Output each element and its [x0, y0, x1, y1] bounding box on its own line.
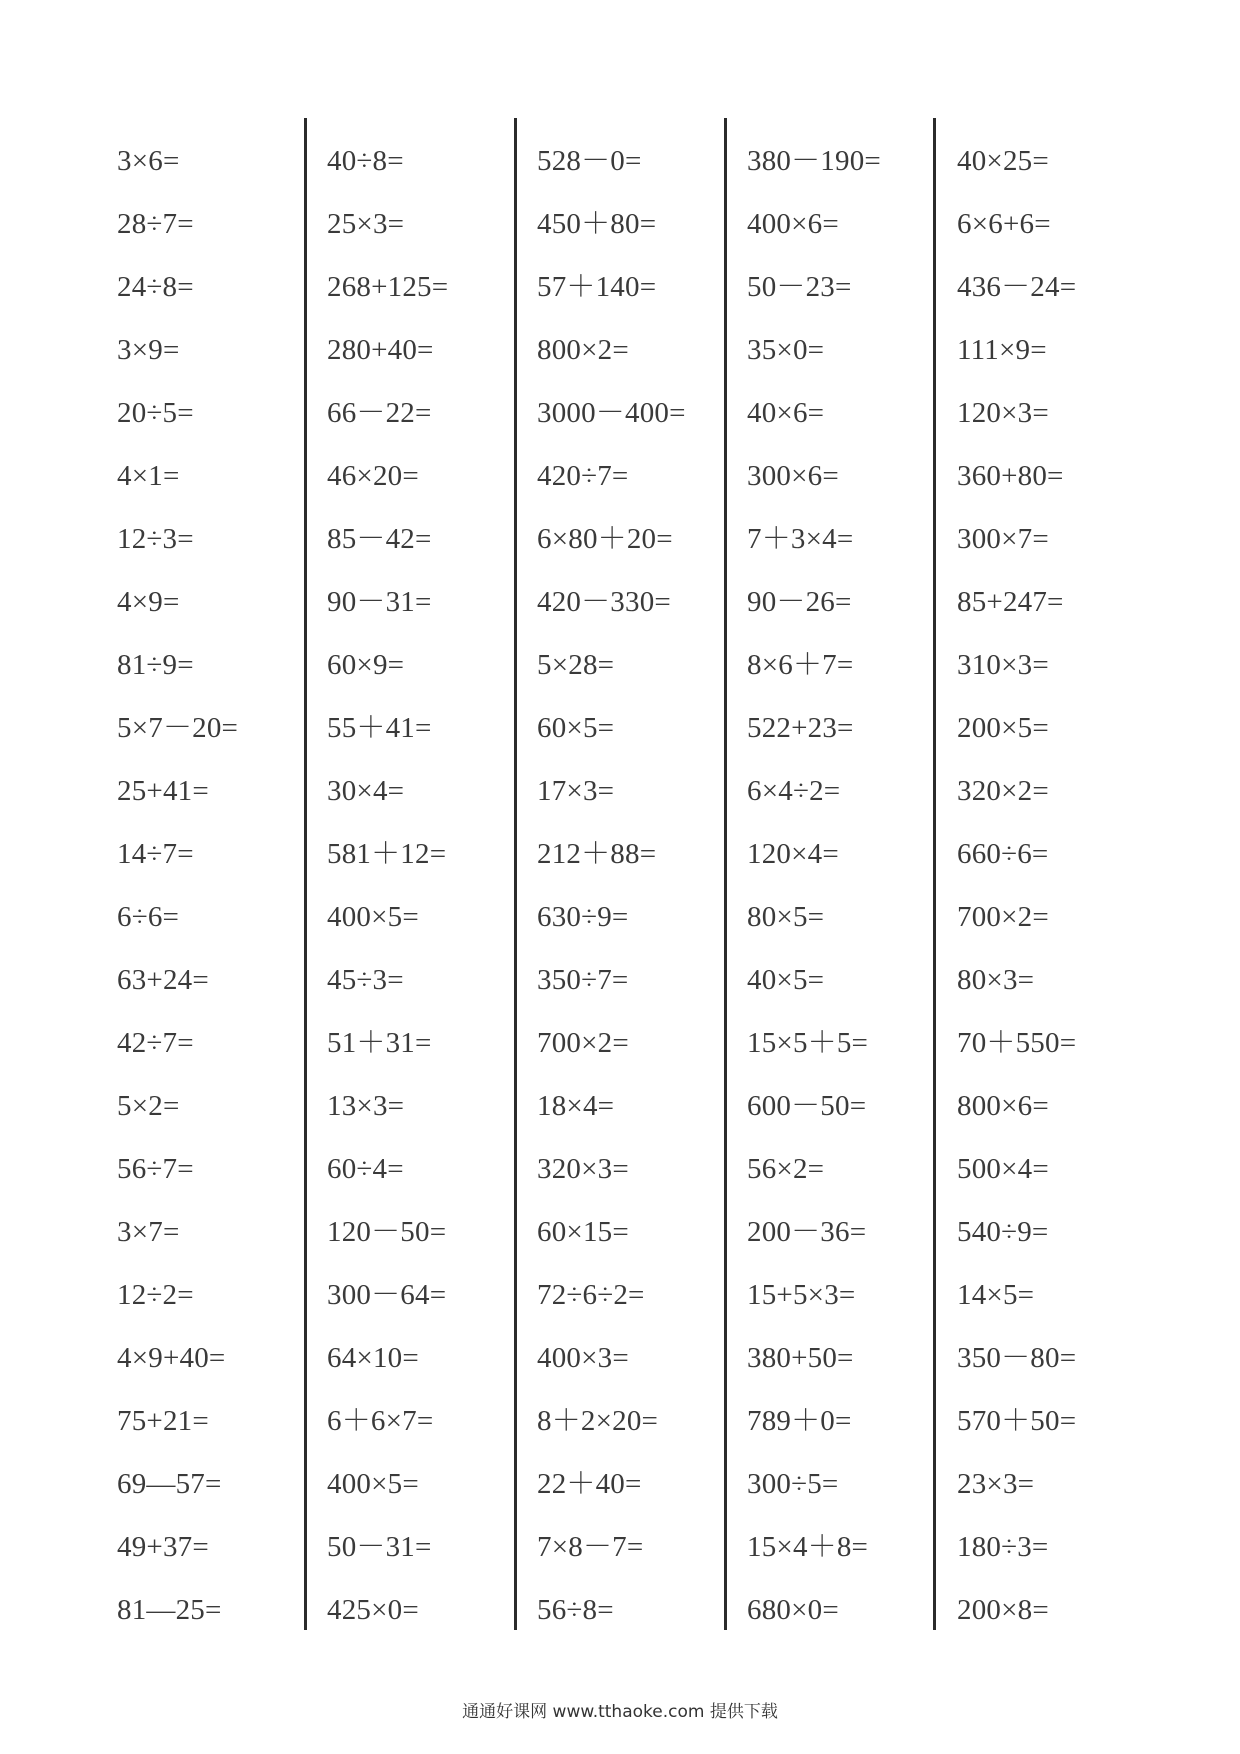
- math-problem: 45÷3=: [327, 964, 404, 996]
- math-problem: 18×4=: [537, 1090, 615, 1122]
- math-problem: 3×9=: [117, 334, 180, 366]
- math-problem: 69—57=: [117, 1468, 222, 1500]
- math-problem: 300×6=: [747, 460, 839, 492]
- footer-credit: 通通好课网 www.tthaoke.com 提供下载: [462, 1702, 778, 1722]
- math-problem: 56÷7=: [117, 1153, 194, 1185]
- math-problem: 8＋2×20=: [537, 1405, 659, 1437]
- problem-column-5: [957, 130, 1157, 1642]
- math-problem: 60÷4=: [327, 1153, 404, 1185]
- math-problem: 4×1=: [117, 460, 180, 492]
- math-problem: 6×80＋20=: [537, 523, 673, 555]
- math-problem: 23×3=: [957, 1468, 1035, 1500]
- math-problem: 212＋88=: [537, 838, 657, 870]
- math-problem: 6×4÷2=: [747, 775, 841, 807]
- math-problem: 80×3=: [957, 964, 1035, 996]
- math-problem: 111×9=: [957, 334, 1047, 366]
- math-problem: 40×25=: [957, 145, 1049, 177]
- math-problem: 310×3=: [957, 649, 1049, 681]
- math-problem: 20÷5=: [117, 397, 194, 429]
- math-problem: 450＋80=: [537, 208, 657, 240]
- math-problem: 700×2=: [957, 901, 1049, 933]
- math-problem: 400×5=: [327, 901, 419, 933]
- math-problem: 24÷8=: [117, 271, 194, 303]
- math-problem: 581＋12=: [327, 838, 447, 870]
- math-problem: 300×7=: [957, 523, 1049, 555]
- math-problem: 17×3=: [537, 775, 615, 807]
- math-problem: 320×3=: [537, 1153, 629, 1185]
- math-problem: 6×6+6=: [957, 208, 1051, 240]
- math-problem: 522+23=: [747, 712, 854, 744]
- math-problem: 63+24=: [117, 964, 209, 996]
- math-problem: 420÷7=: [537, 460, 629, 492]
- math-problem: 300÷5=: [747, 1468, 839, 1500]
- math-problem: 6÷6=: [117, 901, 180, 933]
- math-problem: 30×4=: [327, 775, 405, 807]
- math-problem: 120－50=: [327, 1216, 447, 1248]
- math-problem: 350－80=: [957, 1342, 1077, 1374]
- math-problem: 22＋40=: [537, 1468, 642, 1500]
- math-problem: 660÷6=: [957, 838, 1049, 870]
- math-problem: 14÷7=: [117, 838, 194, 870]
- math-problem: 360+80=: [957, 460, 1064, 492]
- column-divider: [933, 118, 936, 1630]
- math-problem: 90－26=: [747, 586, 852, 618]
- math-problem: 800×2=: [537, 334, 629, 366]
- math-problem: 200×8=: [957, 1594, 1049, 1626]
- math-problem: 4×9=: [117, 586, 180, 618]
- math-problem: 400×3=: [537, 1342, 629, 1374]
- math-problem: 81÷9=: [117, 649, 194, 681]
- math-problem: 350÷7=: [537, 964, 629, 996]
- math-problem: 81—25=: [117, 1594, 222, 1626]
- math-problem: 400×5=: [327, 1468, 419, 1500]
- math-problem: 12÷3=: [117, 523, 194, 555]
- math-problem: 200×5=: [957, 712, 1049, 744]
- math-problem: 40÷8=: [327, 145, 404, 177]
- math-problem: 90－31=: [327, 586, 432, 618]
- math-problem: 8×6＋7=: [747, 649, 854, 681]
- math-problem: 64×10=: [327, 1342, 419, 1374]
- math-problem: 3×6=: [117, 145, 180, 177]
- problem-column-1: [117, 130, 317, 1642]
- math-problem: 70＋550=: [957, 1027, 1077, 1059]
- math-problem: 15+5×3=: [747, 1279, 856, 1311]
- math-problem: 56×2=: [747, 1153, 825, 1185]
- math-problem: 14×5=: [957, 1279, 1035, 1311]
- math-problem: 40×5=: [747, 964, 825, 996]
- math-problem: 436－24=: [957, 271, 1077, 303]
- math-problem: 72÷6÷2=: [537, 1279, 645, 1311]
- math-problem: 500×4=: [957, 1153, 1049, 1185]
- column-divider: [724, 118, 727, 1630]
- math-problem: 28÷7=: [117, 208, 194, 240]
- math-problem: 50－31=: [327, 1531, 432, 1563]
- math-problem: 3×7=: [117, 1216, 180, 1248]
- math-problem: 5×2=: [117, 1090, 180, 1122]
- math-problem: 85－42=: [327, 523, 432, 555]
- math-problem: 15×5＋5=: [747, 1027, 869, 1059]
- math-problem: 56÷8=: [537, 1594, 614, 1626]
- math-problem: 60×5=: [537, 712, 615, 744]
- math-problem: 12÷2=: [117, 1279, 194, 1311]
- math-problem: 5×28=: [537, 649, 615, 681]
- math-problem: 60×15=: [537, 1216, 629, 1248]
- math-problem: 700×2=: [537, 1027, 629, 1059]
- math-problem: 46×20=: [327, 460, 419, 492]
- math-problem: 80×5=: [747, 901, 825, 933]
- math-problem: 6＋6×7=: [327, 1405, 434, 1437]
- math-problem: 60×9=: [327, 649, 405, 681]
- math-problem: 280+40=: [327, 334, 434, 366]
- math-problem: 7×8－7=: [537, 1531, 644, 1563]
- math-problem: 800×6=: [957, 1090, 1049, 1122]
- math-problem: 200－36=: [747, 1216, 867, 1248]
- math-problem: 15×4＋8=: [747, 1531, 869, 1563]
- math-problem: 600－50=: [747, 1090, 867, 1122]
- math-problem: 49+37=: [117, 1531, 209, 1563]
- math-problem: 75+21=: [117, 1405, 209, 1437]
- math-problem: 789＋0=: [747, 1405, 852, 1437]
- math-problem: 180÷3=: [957, 1531, 1049, 1563]
- column-divider: [514, 118, 517, 1630]
- math-problem: 320×2=: [957, 775, 1049, 807]
- math-problem: 50－23=: [747, 271, 852, 303]
- math-problem: 120×3=: [957, 397, 1049, 429]
- math-problem: 630÷9=: [537, 901, 629, 933]
- math-problem: 540÷9=: [957, 1216, 1049, 1248]
- math-problem: 55＋41=: [327, 712, 432, 744]
- math-problem: 380+50=: [747, 1342, 854, 1374]
- math-problem: 380－190=: [747, 145, 881, 177]
- math-problem: 268+125=: [327, 271, 449, 303]
- problem-column-4: [747, 130, 947, 1642]
- math-problem: 3000－400=: [537, 397, 686, 429]
- math-problem: 5×7－20=: [117, 712, 239, 744]
- math-problem: 13×3=: [327, 1090, 405, 1122]
- math-problem: 570＋50=: [957, 1405, 1077, 1437]
- math-problem: 40×6=: [747, 397, 825, 429]
- math-problem: 680×0=: [747, 1594, 839, 1626]
- math-problem: 420－330=: [537, 586, 671, 618]
- column-divider: [304, 118, 307, 1630]
- math-problem: 7＋3×4=: [747, 523, 854, 555]
- math-problem: 25×3=: [327, 208, 405, 240]
- math-problem: 35×0=: [747, 334, 825, 366]
- math-problem: 4×9+40=: [117, 1342, 226, 1374]
- math-problem: 57＋140=: [537, 271, 657, 303]
- math-problem: 120×4=: [747, 838, 839, 870]
- math-problem: 425×0=: [327, 1594, 419, 1626]
- math-problem: 300－64=: [327, 1279, 447, 1311]
- problem-column-3: [537, 130, 737, 1642]
- math-problem: 400×6=: [747, 208, 839, 240]
- math-problem: 25+41=: [117, 775, 209, 807]
- math-problem: 66－22=: [327, 397, 432, 429]
- math-problem: 528－0=: [537, 145, 642, 177]
- problem-column-2: [327, 130, 527, 1642]
- math-problem: 42÷7=: [117, 1027, 194, 1059]
- math-problem: 85+247=: [957, 586, 1064, 618]
- math-problem: 51＋31=: [327, 1027, 432, 1059]
